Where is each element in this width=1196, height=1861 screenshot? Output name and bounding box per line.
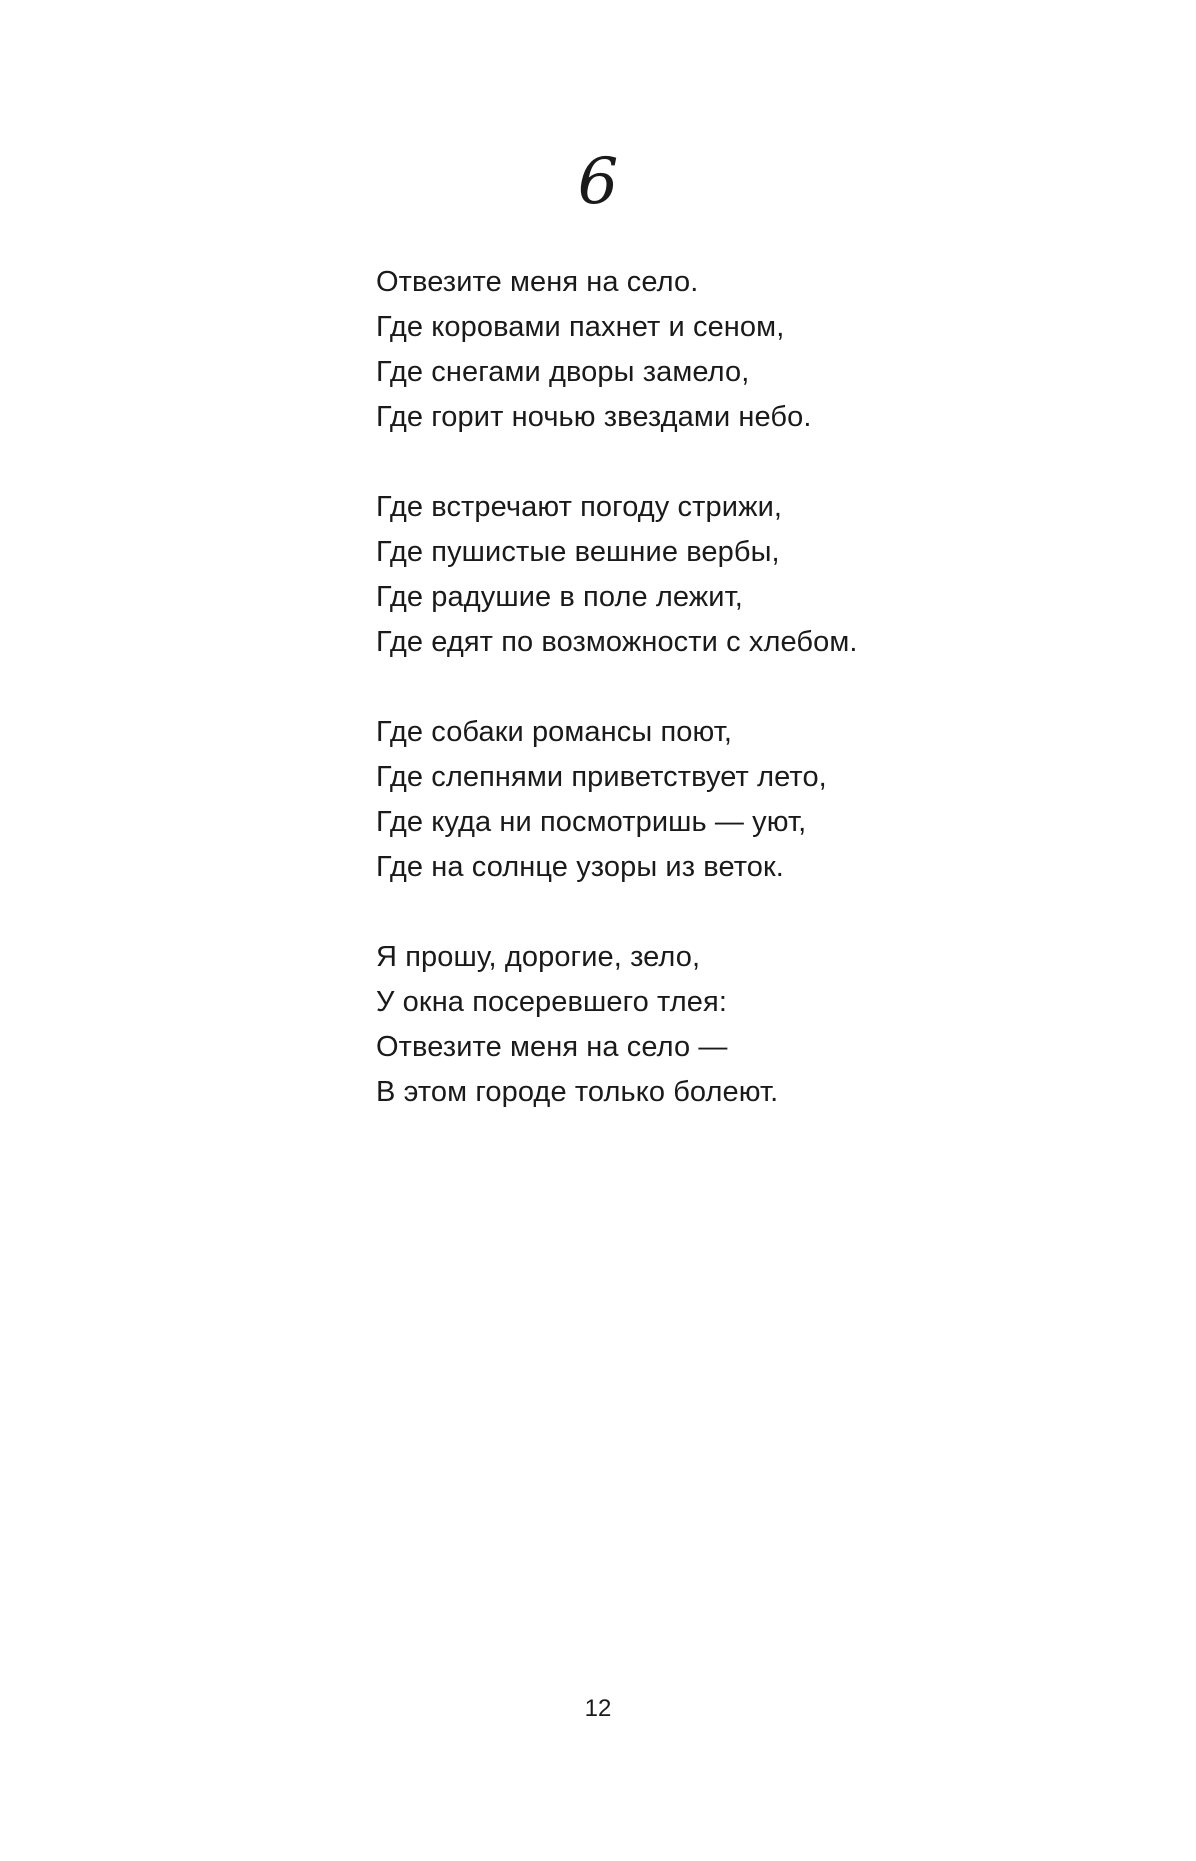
poem-line: Отвезите меня на село. — [376, 266, 699, 298]
poem-line: Где куда ни посмотришь — уют, — [376, 806, 807, 838]
stanza-1 — [376, 260, 1156, 440]
stanza-3 — [376, 710, 1156, 890]
poem-line: В этом городе только болеют. — [376, 1076, 779, 1108]
stanza-2 — [376, 485, 1156, 665]
poem-line: Отвезите меня на село — — [376, 1031, 728, 1063]
poem-line: Где радушие в поле лежит, — [376, 581, 743, 613]
poem-body — [376, 260, 1156, 1160]
poem-line: Где на солнце узоры из веток. — [376, 851, 784, 883]
poem-line: Где снегами дворы замело, — [376, 356, 750, 388]
poem-line: Где собаки романсы поют, — [376, 716, 733, 748]
stanza-4 — [376, 935, 1156, 1115]
page-number: 12 — [584, 1695, 612, 1722]
poem-line: Где горит ночью звездами небо. — [376, 401, 812, 433]
poem-line: У окна посеревшего тлея: — [376, 986, 727, 1018]
poem-line: Где едят по возможности с хлебом. — [376, 626, 858, 658]
poem-line: Где встречают погоду стрижи, — [376, 491, 783, 523]
poem-number: 6 — [577, 145, 619, 219]
poem-line: Где пушистые вешние вербы, — [376, 536, 780, 568]
poem-line: Я прошу, дорогие, зело, — [376, 941, 701, 973]
poem-line: Где слепнями приветствует лето, — [376, 761, 827, 793]
poem-line: Где коровами пахнет и сеном, — [376, 311, 785, 343]
